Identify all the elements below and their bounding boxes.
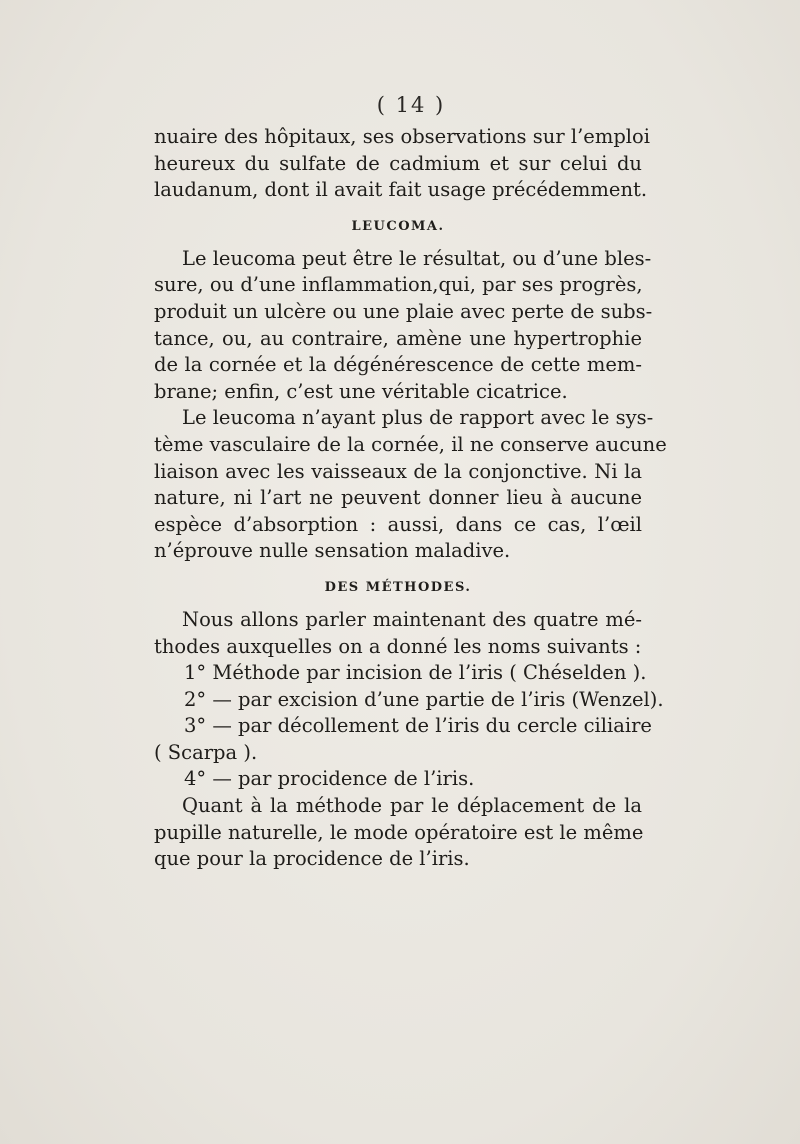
text-line: laudanum, dont il avait fait usage précédemment. <box>154 178 648 202</box>
text-line: produit un ulcère ou une plaie avec perte de subs- <box>154 299 653 323</box>
body-text <box>154 124 667 873</box>
text-line: Le leucoma peut être le résultat, ou d’une bles- <box>182 246 652 270</box>
text-line: que pour la procidence de l’iris. <box>154 847 470 871</box>
text-line: Nous allons parler maintenant des quatre mé- <box>182 607 642 631</box>
method-item-4: 4° — par procidence de l’iris. <box>184 767 475 791</box>
text-line: thodes auxquelles on a donné les noms suivants : <box>154 634 642 658</box>
paragraph-2 <box>154 246 653 406</box>
text-line: sure, ou d’une inflammation,qui, par ses progrès, <box>154 273 643 297</box>
method-item-2: 2° — par excision d’une partie de l’iris (Wenzel). <box>184 687 664 711</box>
section-heading-leucoma: LEUCOMA. <box>351 218 445 234</box>
text-line: Le leucoma n’ayant plus de rapport avec le sys- <box>182 406 654 430</box>
text-line: de la cornée et la dégénérescence de cette mem- <box>154 353 642 377</box>
paragraph-3 <box>154 405 667 565</box>
method-item-1: 1° Méthode par incision de l’iris ( Chéselden ). <box>184 661 647 685</box>
section-heading-methodes: DES MÉTHODES. <box>324 579 472 595</box>
text-line: n’éprouve nulle sensation maladive. <box>154 539 511 563</box>
page-number: ( 14 ) <box>376 93 446 117</box>
text-line: tème vasculaire de la cornée, il ne conserve aucune <box>154 432 667 456</box>
text-line: nuaire des hôpitaux, ses observations sur l’emploi <box>154 125 651 148</box>
text-line: liaison avec les vaisseaux de la conjonctive. Ni la <box>154 459 642 483</box>
methods-list <box>154 660 664 793</box>
method-item-3-continued: ( Scarpa ). <box>154 740 258 764</box>
text-line: nature, ni l’art ne peuvent donner lieu à aucune <box>154 486 642 510</box>
text-line: tance, ou, au contraire, amène une hypertrophie <box>154 326 642 350</box>
text-line: brane; enfin, c’est une véritable cicatrice. <box>154 379 568 403</box>
text-line: Quant à la méthode par le déplacement de la <box>182 794 642 818</box>
paragraph-5 <box>154 793 642 873</box>
paragraph-1 <box>154 124 651 204</box>
text-line: pupille naturelle, le mode opératoire est le même <box>154 820 644 844</box>
text-line: espèce d’absorption : aussi, dans ce cas, l’œil <box>154 512 642 536</box>
method-item-3: 3° — par décollement de l’iris du cercle ciliaire <box>184 714 652 738</box>
text-line: heureux du sulfate de cadmium et sur celui du <box>154 151 642 175</box>
paragraph-4 <box>154 607 642 660</box>
